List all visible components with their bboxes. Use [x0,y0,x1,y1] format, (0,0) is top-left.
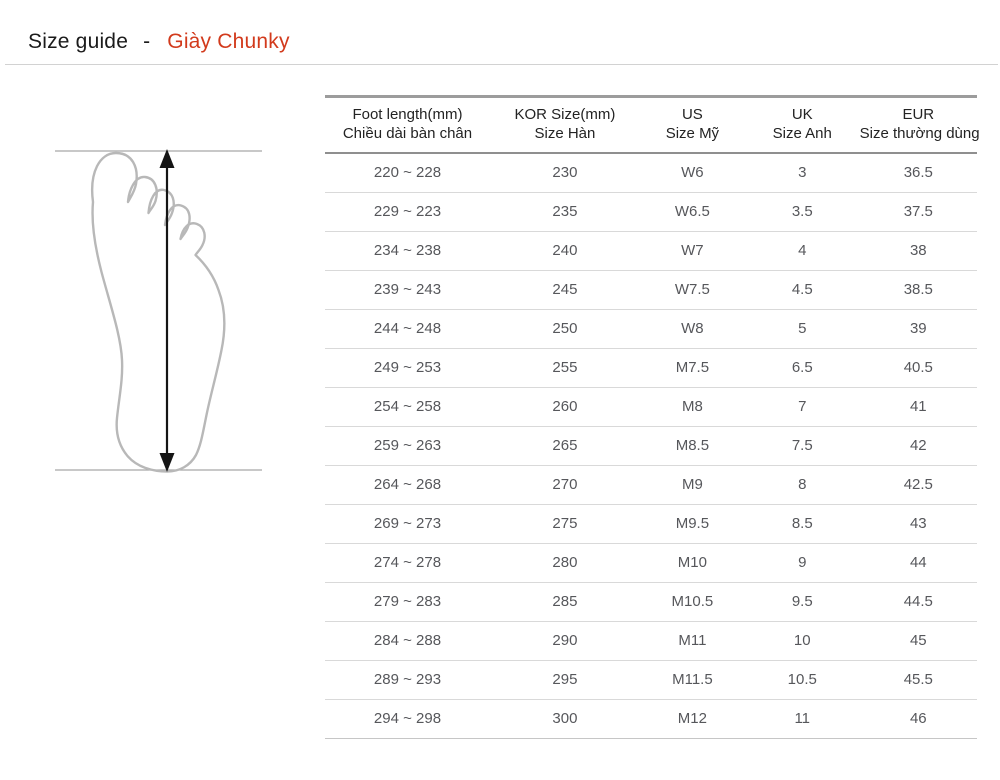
col-header-line2: Chiều dài bàn chân [342,125,473,142]
table-cell: M10.5 [640,582,745,621]
table-cell: M12 [640,699,745,738]
table-cell: 285 [490,582,640,621]
header-row [325,97,977,154]
col-header-line1: US [681,106,703,123]
table-cell: 265 [490,426,640,465]
table-cell: W7 [640,231,745,270]
table-row [325,660,977,699]
table-cell: 44.5 [860,582,977,621]
table-cell: 7 [745,387,860,426]
table-cell: 230 [490,153,640,192]
table-row [325,270,977,309]
table-cell: 43 [860,504,977,543]
table-row [325,621,977,660]
size-table-body [325,153,977,738]
table-row [325,309,977,348]
table-cell: 10.5 [745,660,860,699]
page-title-separator: - [143,30,151,53]
col-header-line2: Size Mỹ [665,125,720,142]
table-cell: 4.5 [745,270,860,309]
col-header-line1: UK [791,106,813,123]
table-cell: 289 ~ 293 [325,660,490,699]
table-cell: W6.5 [640,192,745,231]
table-cell: 7.5 [745,426,860,465]
table-cell: 37.5 [860,192,977,231]
table-cell: W7.5 [640,270,745,309]
table-cell: 269 ~ 273 [325,504,490,543]
foot-diagram-svg [40,140,270,480]
table-row [325,153,977,192]
table-row [325,387,977,426]
table-cell: 279 ~ 283 [325,582,490,621]
table-cell: M9.5 [640,504,745,543]
table-cell: 11 [745,699,860,738]
table-cell: 39 [860,309,977,348]
table-cell: 45.5 [860,660,977,699]
table-cell: 300 [490,699,640,738]
table-cell: 46 [860,699,977,738]
table-cell: 10 [745,621,860,660]
table-cell: 44 [860,543,977,582]
table-row [325,231,977,270]
col-header-foot-length [325,97,490,154]
table-cell: 284 ~ 288 [325,621,490,660]
table-cell: 41 [860,387,977,426]
table-cell: 290 [490,621,640,660]
table-cell: 8.5 [745,504,860,543]
table-cell: 280 [490,543,640,582]
table-cell: M8.5 [640,426,745,465]
table-cell: 250 [490,309,640,348]
table-cell: 220 ~ 228 [325,153,490,192]
col-header-line2: Size Hàn [534,125,596,142]
table-cell: 3 [745,153,860,192]
foot-length-diagram [40,140,270,480]
table-cell: 275 [490,504,640,543]
table-cell: 9 [745,543,860,582]
col-header-line1: KOR Size(mm) [514,106,616,123]
col-header-kor-size [490,97,640,154]
col-header-line2: Size thường dùng [859,125,980,142]
table-cell: M7.5 [640,348,745,387]
table-cell: 45 [860,621,977,660]
table-cell: M11.5 [640,660,745,699]
table-cell: 270 [490,465,640,504]
table-cell: 249 ~ 253 [325,348,490,387]
table-cell: 36.5 [860,153,977,192]
col-header-line2: Size Anh [772,125,832,142]
table-cell: 4 [745,231,860,270]
page-title [28,30,290,54]
table-cell: 264 ~ 268 [325,465,490,504]
table-cell: 3.5 [745,192,860,231]
table-cell: W8 [640,309,745,348]
table-cell: 260 [490,387,640,426]
table-cell: 274 ~ 278 [325,543,490,582]
table-cell: M8 [640,387,745,426]
foot-sole-outline-icon [92,153,224,472]
table-cell: M10 [640,543,745,582]
title-divider [5,64,998,65]
table-cell: M9 [640,465,745,504]
col-header-line1: Foot length(mm) [352,106,463,123]
table-row [325,192,977,231]
table-cell: M11 [640,621,745,660]
page-title-main: Size guide [28,30,129,53]
table-cell: 38.5 [860,270,977,309]
table-cell: 239 ~ 243 [325,270,490,309]
table-row [325,426,977,465]
size-table-header [325,97,980,154]
table-row [325,465,977,504]
col-header-us-size [640,97,745,154]
table-cell: 240 [490,231,640,270]
table-cell: 235 [490,192,640,231]
table-row [325,582,977,621]
table-cell: 244 ~ 248 [325,309,490,348]
table-cell: 245 [490,270,640,309]
page-title-product: Giày Chunky [167,30,290,53]
table-row [325,543,977,582]
col-header-uk-size [745,97,860,154]
col-header-line1: EUR [902,106,935,123]
table-cell: W6 [640,153,745,192]
table-row [325,504,977,543]
table-cell: 42.5 [860,465,977,504]
size-table [325,95,980,739]
table-cell: 295 [490,660,640,699]
table-cell: 6.5 [745,348,860,387]
table-cell: 255 [490,348,640,387]
table-row [325,348,977,387]
table-cell: 234 ~ 238 [325,231,490,270]
table-cell: 8 [745,465,860,504]
table-cell: 254 ~ 258 [325,387,490,426]
table-cell: 42 [860,426,977,465]
table-cell: 259 ~ 263 [325,426,490,465]
table-row [325,699,977,738]
table-cell: 40.5 [860,348,977,387]
table-cell: 294 ~ 298 [325,699,490,738]
table-cell: 9.5 [745,582,860,621]
table-cell: 229 ~ 223 [325,192,490,231]
col-header-eur-size [859,97,980,154]
table-cell: 38 [860,231,977,270]
table-cell: 5 [745,309,860,348]
